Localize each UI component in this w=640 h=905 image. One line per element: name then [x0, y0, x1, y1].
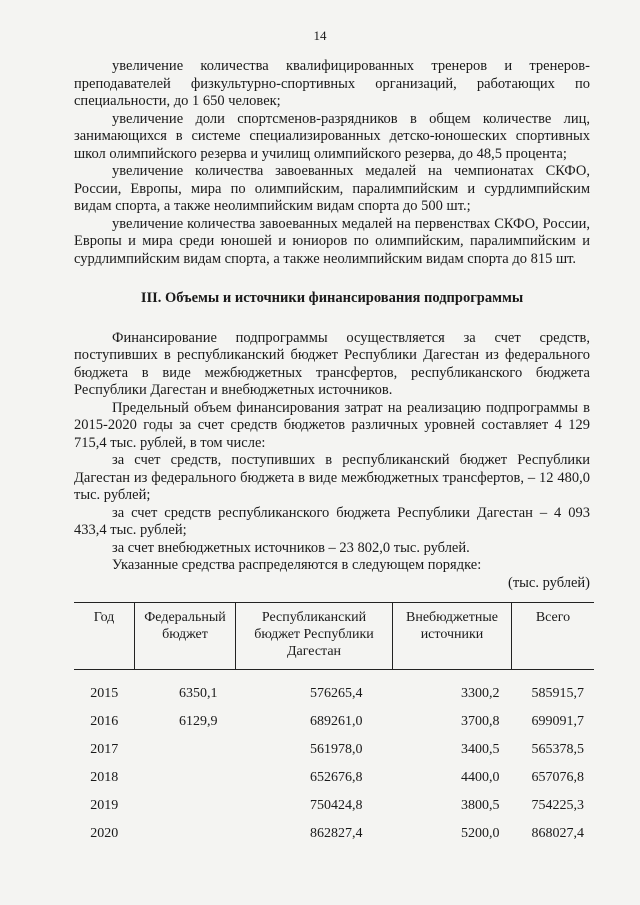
- cell-republican: 689261,0: [310, 714, 363, 729]
- paragraph: Предельный объем финансирования затрат на реализацию подпрограммы в 2015-2020 годы за счет средств бюджетов различных уровней составляет 4 129 715,4 тыс. рублей, в том числе:: [74, 399, 590, 451]
- cell-republican: 862827,4: [310, 826, 363, 841]
- cell-year: 2015: [90, 686, 119, 701]
- paragraph: за счет средств республиканского бюджета Республики Дагестан – 4 093 433,4 тыс. рублей;: [74, 504, 590, 538]
- document-body: [74, 58, 590, 592]
- paragraph: увеличение количества квалифицированных тренеров и тренеров-преподавателей физкультурно-спортивных организаций, работающих по специальности, до 1 650 человек;: [74, 58, 590, 109]
- table-header-row: [74, 603, 594, 670]
- table-row: [74, 820, 594, 848]
- paragraph: Указанные средства распределяются в следующем порядке:: [112, 557, 482, 573]
- cell-extrabudgetary: 3700,8: [461, 714, 500, 729]
- cell-extrabudgetary: 3400,5: [461, 742, 500, 757]
- cell-federal: [135, 792, 236, 820]
- cell-federal: [135, 764, 236, 792]
- cell-total: 585915,7: [531, 686, 584, 701]
- cell-extrabudgetary: 5200,0: [461, 826, 500, 841]
- financing-table: [74, 602, 594, 848]
- cell-year: 2020: [90, 826, 119, 841]
- cell-republican: 652676,8: [310, 770, 363, 785]
- paragraph: Финансирование подпрограммы осуществляется за счет средств, поступивших в республиканский бюджет Республики Дагестан из федерального бюджета в виде межбюджетных трансфертов, республиканского бюджета Республики Дагестан и внебюджетных источников.: [74, 329, 590, 398]
- header-year: Год: [74, 603, 135, 670]
- section-heading: III. Объемы и источники финансирования подпрограммы: [140, 290, 524, 306]
- cell-total: 868027,4: [531, 826, 584, 841]
- cell-federal: 6350,1: [179, 686, 218, 701]
- header-extrabudgetary: Внебюджетные источники: [393, 603, 512, 670]
- table-row: [74, 792, 594, 820]
- cell-federal: 6129,9: [179, 714, 218, 729]
- cell-year: 2018: [90, 770, 119, 785]
- cell-republican: 750424,8: [310, 798, 363, 813]
- cell-year: 2017: [90, 742, 119, 757]
- cell-total: 657076,8: [531, 770, 584, 785]
- table-units: (тыс. рублей): [508, 574, 590, 591]
- cell-year: 2016: [90, 714, 119, 729]
- cell-extrabudgetary: 3800,5: [461, 798, 500, 813]
- page-number: 14: [313, 28, 327, 43]
- header-total: Всего: [512, 603, 595, 670]
- header-republican: Республиканский бюджет Республики Дагестан: [236, 603, 393, 670]
- paragraph: за счет средств, поступивших в республиканский бюджет Республики Дагестан из федерального бюджета в виде межбюджетных трансфертов, – 12 480,0 тыс. рублей;: [74, 452, 590, 503]
- cell-republican: 576265,4: [310, 686, 363, 701]
- cell-federal: [135, 820, 236, 848]
- cell-federal: [135, 736, 236, 764]
- cell-extrabudgetary: 3300,2: [461, 686, 500, 701]
- cell-extrabudgetary: 4400,0: [461, 770, 500, 785]
- cell-year: 2019: [90, 798, 119, 813]
- paragraph: увеличение количества завоеванных медалей на первенствах СКФО, России, Европы и мира среди юношей и юниоров по олимпийским, паралимпийским и сурдлимпийским видам спорта, а также неолимпийским видам спорта до 815 шт.: [74, 215, 590, 267]
- cell-total: 699091,7: [531, 714, 584, 729]
- cell-total: 565378,5: [531, 742, 584, 757]
- table-row: [74, 670, 594, 709]
- table-row: [74, 764, 594, 792]
- paragraph: за счет внебюджетных источников – 23 802,0 тыс. рублей.: [112, 539, 470, 556]
- table-row: [74, 736, 594, 764]
- table-row: [74, 708, 594, 736]
- header-federal: Федеральный бюджет: [135, 603, 236, 670]
- paragraph: увеличение доли спортсменов-разрядников в общем количестве лиц, занимающихся в системе специализированных детско-юношеских спортивных школ олимпийского резерва и училищ олимпийского резерва, до 48,5 процента;: [74, 110, 590, 162]
- cell-republican: 561978,0: [310, 742, 363, 757]
- cell-total: 754225,3: [531, 798, 584, 813]
- paragraph: увеличение количества завоеванных медалей на чемпионатах СКФО, России, Европы, мира по олимпийским, паралимпийским и сурдлимпийским видам спорта, а также неолимпийским видам спорта до 500 шт.;: [74, 163, 590, 214]
